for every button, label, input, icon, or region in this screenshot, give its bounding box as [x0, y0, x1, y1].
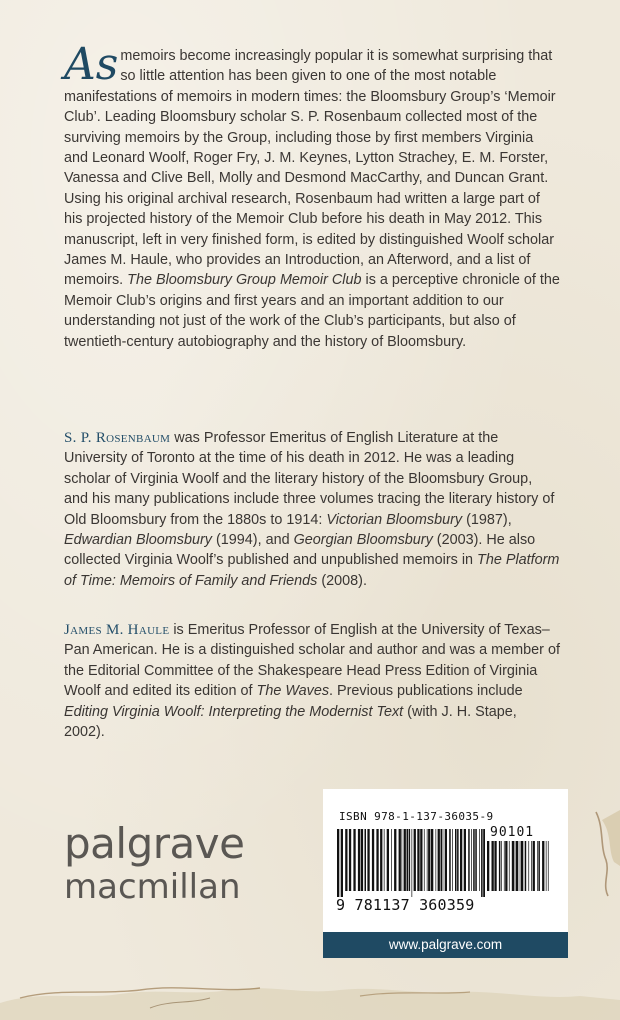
barcode-bar: [361, 829, 363, 891]
barcode-bar: [538, 841, 540, 891]
book-title: Edwardian Bloomsbury: [64, 532, 212, 549]
bio-text: (1994), and: [211, 532, 294, 549]
barcode-bar: [516, 841, 518, 891]
barcode-bar: [424, 829, 425, 891]
bio-text: . Previous publications include: [329, 683, 523, 700]
logo-line-palgrave: palgrave: [64, 819, 245, 868]
barcode-bar: [431, 829, 433, 891]
barcode-bar: [521, 841, 523, 891]
bio-text: (1987),: [462, 511, 512, 528]
book-title: Victorian Bloomsbury: [326, 511, 463, 528]
barcode-bar: [365, 829, 367, 891]
bio-text: was Professor Emeritus of English Literature at the University of Toronto at the time of his death in 2012. He was a leading scholar of Virginia Woolf and the literary history of the Bloomsbury Group, and his many publications include three volumes tracing the literary history of Old Bloomsbury from the 1880s to 1914:: [64, 430, 555, 528]
drop-cap: As: [64, 39, 119, 90]
barcode-bar: [460, 829, 462, 891]
barcode-bar: [441, 829, 443, 891]
barcode-bar: [542, 841, 544, 891]
barcode-bar: [494, 841, 496, 891]
barcode-bar: [546, 841, 547, 891]
barcode-bar: [509, 841, 510, 891]
barcode-bar: [391, 829, 392, 891]
barcode-bar: [372, 829, 374, 891]
bio-text: (2008).: [317, 572, 367, 589]
barcode-bar: [428, 829, 430, 891]
barcode-bar: [483, 829, 485, 897]
description-text-end: is a perceptive chronicle of the Memoir Club’s origins and first years and an important addition to our understanding not just of the work of the Club’s participants, but also of twentieth-century autobiography and the history of Bloomsbury.: [64, 272, 560, 350]
barcode-bar: [499, 841, 501, 891]
barcode-panel: [323, 789, 568, 952]
isbn-digits: 9 781137 360359: [336, 896, 475, 914]
barcode-bar: [504, 841, 505, 891]
price-code: 90101: [490, 825, 535, 840]
book-title: The Platform of Time: Memoirs of Family and Friends: [64, 552, 560, 589]
barcode-bar: [427, 829, 428, 891]
barcode-bar: [457, 829, 459, 891]
barcode-bar: [505, 841, 507, 891]
isbn-label: ISBN 978-1-137-36035-9: [339, 810, 494, 823]
barcode-bar: [420, 829, 422, 891]
barcode-bar: [384, 829, 385, 891]
barcode-bar: [512, 841, 514, 891]
barcode-bar: [449, 829, 451, 891]
barcode-bar: [436, 829, 437, 891]
book-description: [64, 39, 560, 352]
logo-line-macmillan: macmillan: [64, 867, 241, 907]
barcode-bar: [464, 829, 466, 891]
barcode-bar: [399, 829, 401, 891]
barcode-bar: [358, 829, 360, 891]
barcode-bar: [412, 829, 413, 897]
barcode-bar: [528, 841, 529, 891]
barcode-bar: [417, 829, 419, 891]
barcode-bar: [353, 829, 355, 891]
bio-text: (2003). He also collected Virginia Woolf’s published and unpublished memoirs in: [64, 532, 536, 569]
barcode-bar: [345, 829, 347, 891]
barcode-bar: [414, 829, 416, 891]
barcode-bar: [341, 829, 343, 897]
barcode-bar: [409, 829, 411, 891]
author-name: S. P. Rosenbaum: [64, 430, 171, 446]
publisher-url[interactable]: www.palgrave.com: [323, 932, 568, 958]
barcode-bar: [475, 829, 477, 891]
isbn-barcode: [337, 829, 485, 897]
barcode-bar: [515, 841, 516, 891]
barcode-bar: [367, 829, 369, 891]
barcode-bar: [443, 829, 444, 891]
barcode-bar: [548, 841, 549, 891]
barcode-bar: [468, 829, 470, 891]
barcode-bar: [533, 841, 535, 891]
barcode-bar: [520, 841, 521, 891]
description-text: memoirs become increasingly popular it is somewhat surprising that so little attention has been given to one of the most notable manifestations of memoirs in modern times: the Bloomsbury Group’s ‘Memoir Club’. Leading Bloomsbury scholar S. P. Rosenbaum collected most of the surviving memoirs by the Group, including those by first members Virginia and Leonard Woolf, Roger Fry, J. M. Keynes, Lytton Strachey, E. M. Forster, Vanessa and Clive Bell, Molly and Desmond MacCarthy, and Duncan Grant. Using his original archival research, Rosenbaum had written a large part of his projected history of the Memoir Club before his death in May 2012. This manuscript, left in very finished form, is edited by distinguished Woolf scholar James M. Haule, who provides an Introduction, an Afterword, and a list of memoirs.: [64, 48, 556, 289]
barcode-bar: [376, 829, 378, 891]
book-title: Georgian Bloomsbury: [293, 532, 433, 549]
barcode-bar: [380, 829, 382, 891]
editor-bio-haule: [64, 620, 560, 742]
barcode-bar: [471, 829, 472, 891]
barcode-bar: [479, 829, 480, 891]
barcode-bar: [492, 841, 494, 891]
barcode-bar: [487, 841, 489, 891]
barcode-bar: [473, 829, 475, 891]
barcode-bar: [402, 829, 403, 891]
barcode-bar: [337, 829, 339, 897]
book-title: Editing Virginia Woolf: Interpreting the Modernist Text: [64, 703, 404, 720]
barcode-bar: [481, 829, 483, 897]
book-title-italic: The Bloomsbury Group Memoir Club: [127, 272, 362, 289]
barcode-bar: [438, 829, 440, 891]
barcode-bar: [404, 829, 406, 891]
author-bio-rosenbaum: [64, 428, 560, 591]
barcode-bar: [387, 829, 389, 891]
barcode-bar: [525, 841, 527, 891]
barcode-bar: [407, 829, 409, 891]
barcode-bar: [445, 829, 447, 891]
barcode-bar: [455, 829, 457, 891]
barcode-bar: [394, 829, 396, 891]
bio-text: (with J. H. Stape, 2002).: [64, 703, 517, 741]
book-title: The Waves: [256, 683, 330, 700]
barcode-bar: [501, 841, 502, 891]
bio-text: is Emeritus Professor of English at the University of Texas–Pan American. He is a distinguished scholar and author and was a member of the Editorial Committee of the Shakespeare Head Press Edition of Virginia Woolf and edited its edition of: [64, 622, 560, 700]
price-barcode: [487, 841, 549, 897]
publisher-logo: [64, 819, 245, 907]
editor-name: James M. Haule: [64, 622, 170, 638]
barcode-bar: [537, 841, 538, 891]
barcode-bar: [452, 829, 453, 891]
barcode-bar: [531, 841, 532, 891]
barcode-bar: [349, 829, 351, 891]
